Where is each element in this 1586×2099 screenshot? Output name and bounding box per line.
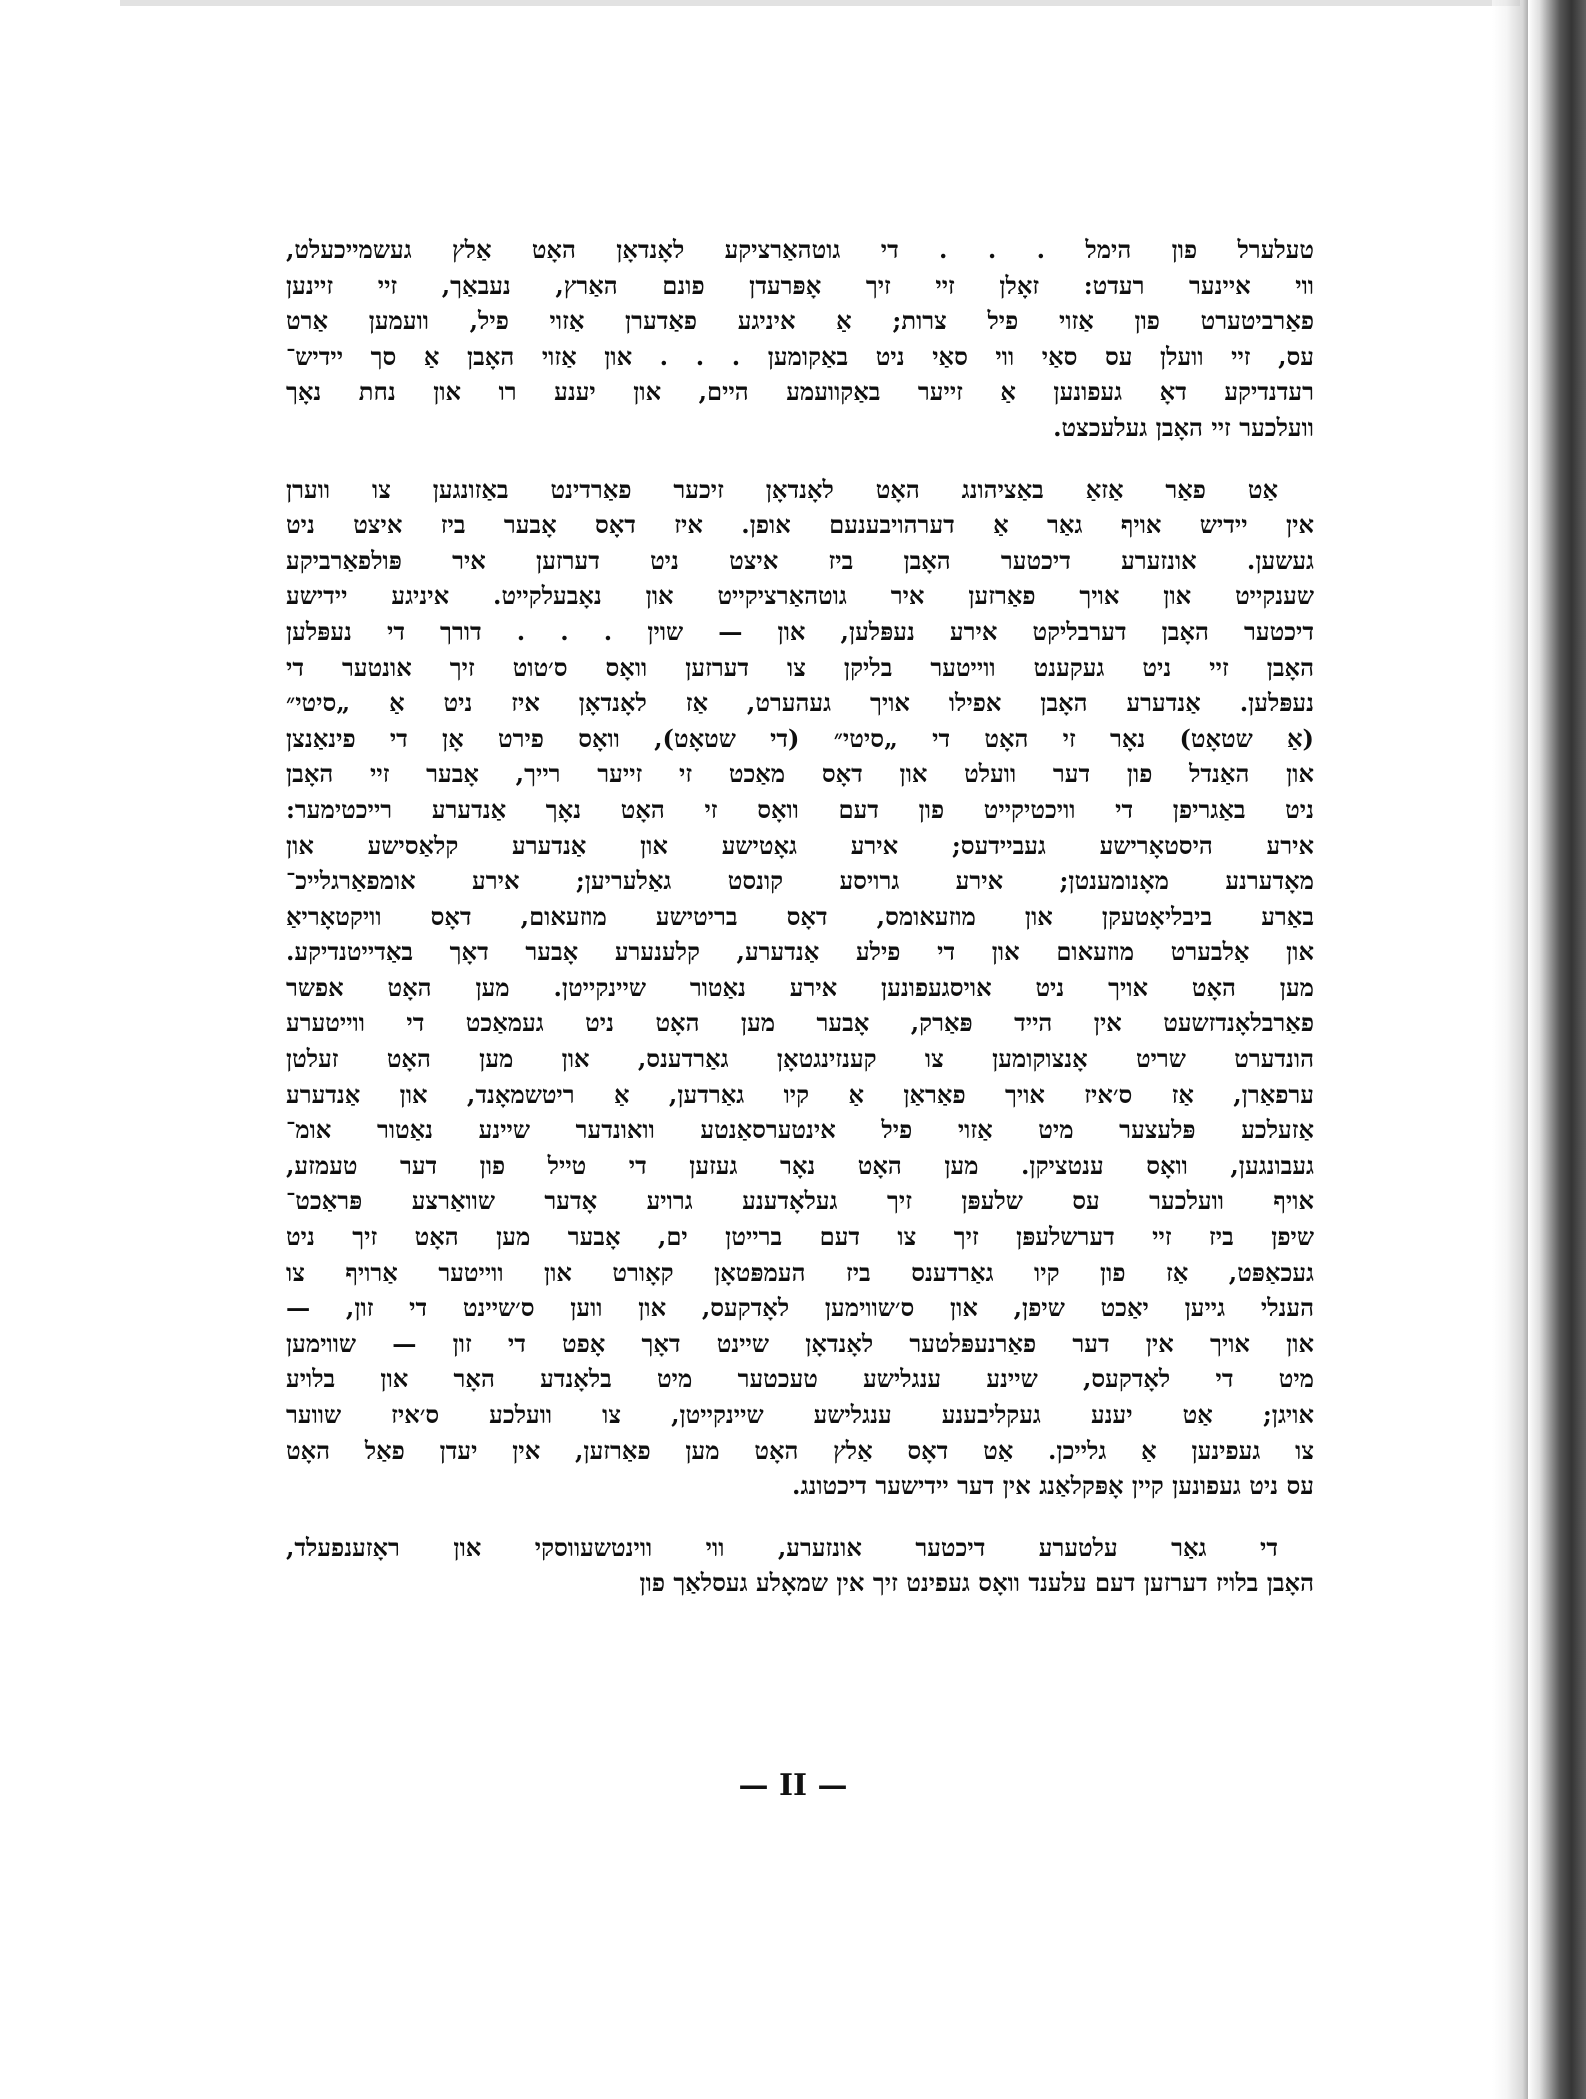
page-top-edge: [120, 0, 1520, 6]
text-line: פאַרביטערט פון אַזוי פיל צרות; אַ איניגע פאַדערן אַזוי פיל, וועמען אַרט: [286, 306, 1314, 336]
text-line: געכאַפּט, אַז פון קיו גאַרדענס ביז העמפּטאָן קאָורט און ווייטער אַרויף צו: [286, 1257, 1314, 1287]
text-line: רעדנדיקע דאָ געפונען אַ זייער באַקוועמע היים, און יענע רו און נחת נאָך: [286, 377, 1314, 407]
paragraph: [286, 1530, 1314, 1601]
paragraph: [286, 232, 1314, 446]
text-line: עס ניט געפונען קיין אָפּקלאַנג אין דער יידישער דיכטונג.: [792, 1471, 1314, 1501]
text-line: מען האָט אויך ניט אויסגעפונען אירע נאַטור שיינקייטן. מען האָט אפשר: [286, 972, 1314, 1002]
text-line: שיפן ביז זיי דערשלעפּן זיך צו דעם ברייטן ים, אָבער מען האָט זיך ניט: [286, 1222, 1314, 1252]
text-line: ווי איינער רעדט: זאָלן זיי זיך אָפּרעדן פונם האַרץ, נעבאַך, זיי זיינען: [286, 270, 1314, 300]
text-line: געבונגען, וואָס ענטציקן. מען האָט נאָר געזען די טייל פון דער טעמזע,: [286, 1150, 1314, 1180]
text-line: און האַנדל פון דער וועלט און דאָס מאַכט זי זייער רייך, אָבער זיי האָבן: [286, 759, 1314, 789]
text-line: אַט פאַר אַזאַ באַציהונג האָט לאָנדאָן זיכער פאַרדינט באַזונגען צו ווערן: [286, 474, 1278, 504]
text-line: און אַלבערט מוזעאום און די פילע אַנדערע, קלענערע אָבער דאָך באַדייטנדיקע.: [286, 937, 1314, 967]
text-line: טעלערל פון הימל . . . די גוטהאַרציקע לאָנדאָן האָט אַלץ געשמייכעלט,: [286, 235, 1314, 264]
text-line: מאָדערנע מאָנומענטן; אירע גרויסע קונסט גאַלעריען; אירע אומפאַרגלייכ־: [286, 866, 1314, 896]
text-line: באַרע ביבליאָטעקן און מוזעאומס, דאָס בריטישע מוזעאום, דאָס וויקטאָריאַ: [286, 901, 1314, 931]
text-line: שענקייט און אויך פאַרזען איר גוטהאַרציקייט און נאָבעלקייט. איניגע יידישע: [286, 581, 1314, 611]
text-line: עס, זיי וועלן עס סאַי ווי סאַי ניט באַקומען . . . און אַזוי האָבן אַ סך יידיש־: [286, 341, 1314, 371]
text-line: הענלי גייען יאַכט שיפן, און ס׳שווימען לאָדקעס, און ווען ס׳שיינט די זון, —: [286, 1293, 1314, 1323]
text-line: האָבן זיי ניט געקענט ווייטער בליקן צו דערזען וואָס ס׳טוט זיך אונטער די: [286, 652, 1314, 682]
page-number: — II —: [738, 1768, 848, 1803]
text-line: אירע היסטאָרישע געביידעס; אירע גאָטישע און אַנדערע קלאַסישע און: [286, 830, 1314, 860]
text-line: פאַרבלאָנדזשעט אין הייד פּאַרק, אָבער מען האָט ניט געמאַכט די ווייטערע: [286, 1008, 1314, 1038]
text-line: אַזעלכע פּלעצער מיט אַזוי פיל אינטערסאַנטע וואונדער שיינע נאַטור אומ־: [286, 1115, 1314, 1145]
text-line: אין יידיש אויף גאַר אַ דערהויבענעם אופן. איז דאָס אָבער ביז איצט ניט: [286, 510, 1314, 540]
text-line: געשען. אונזערע דיכטער האָבן ביז איצט ניט דערזען איר פּולפאַרביקע: [286, 545, 1314, 575]
paragraph: [286, 472, 1314, 1504]
text-line: צו געפינען אַ גלייכן. אַט דאָס אַלץ האָט מען פאַרזען, אין יעדן פאַל האָט: [286, 1435, 1314, 1465]
text-line: ניט באַגריפן די וויכטיקייט פון דעם וואָס זי האָט נאָך אַנדערע רייכטימער:: [286, 794, 1314, 824]
text-line: מיט די לאָדקעס, שיינע ענגלישע טעכטער מיט בלאָנדע האָר און בלויע: [286, 1364, 1314, 1394]
body-text: [286, 232, 1314, 1601]
text-line: הונדערט שריט אָנצוקומען צו קענזינגטאָן גאַרדענס, און מען האָט זעלטן: [286, 1044, 1314, 1074]
text-line: אויגן; אַט יענע געקליבענע ענגלישע שיינקייטן, צו וועלכע ס׳איז שווער: [286, 1400, 1314, 1429]
text-line: נעפּלען. אַנדערע האָבן אפילו אויך געהערט, אַז לאָנדאָן איז ניט אַ „סיטי״: [286, 688, 1314, 718]
text-line: האָבן בלויז דערזען דעם עלענד וואָס געפינט זיך אין שמאָלע געסלאַך פון: [639, 1568, 1314, 1598]
text-line: ערפאַרן, אַז ס׳איז אויך פאַראַן אַ קיו גאַרדען, אַ ריטשמאָנד, און אַנדערע: [286, 1079, 1314, 1109]
text-line: און אויך אין דער פאַרנעפּלטער לאָנדאָן שיינט דאָך אָפט די זון — שווימען: [286, 1328, 1314, 1358]
text-line: דיכטער האָבן דערבליקט אירע נעפּלען, און — שוין . . . דורך די נעפּלען: [286, 616, 1314, 646]
text-line: די גאַר עלטערע דיכטער אונזערע, ווי ווינטשעווסקי און ראָזענפעלד,: [286, 1532, 1278, 1562]
text-line: וועלכער זיי האָבן געלעכצט.: [1053, 412, 1314, 442]
text-line: (אַ שטאָט) נאָר זי האָט די „סיטי״ (די שטאָט), וואָס פירט אָן די פינאַנצן: [286, 723, 1314, 753]
text-line: אויף וועלכער עס שלעפּן זיך געלאָדענע גרויע אָדער שוואַרצע פּראַכט־: [286, 1186, 1314, 1216]
